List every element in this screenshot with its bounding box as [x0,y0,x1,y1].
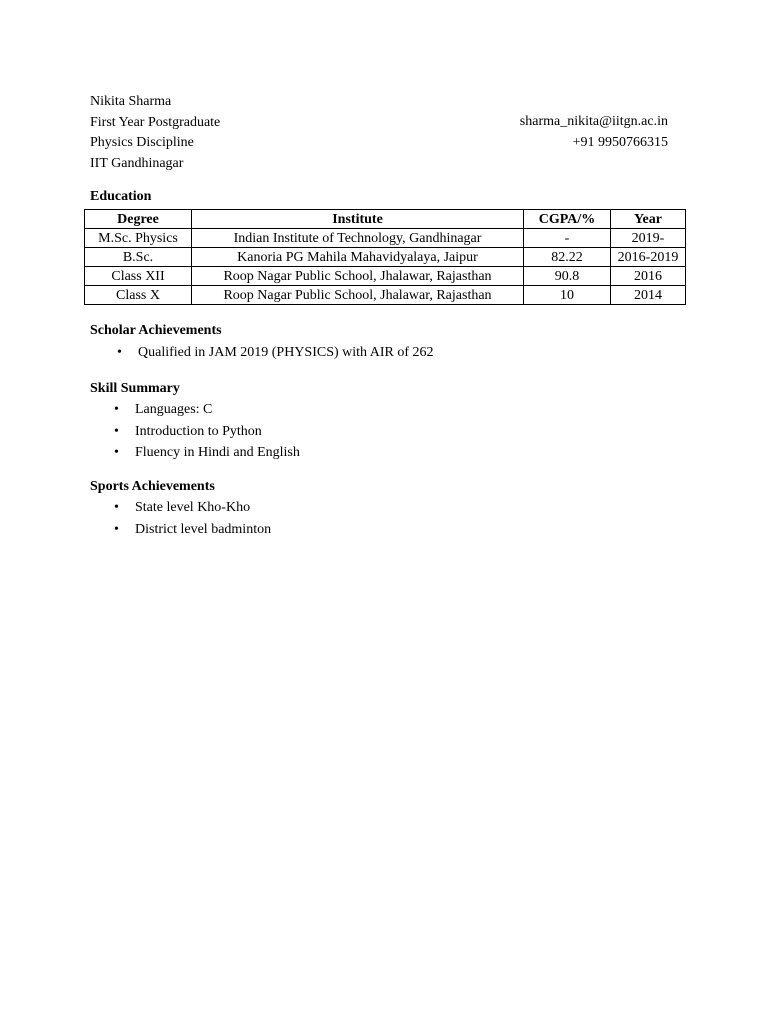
institute-cell: Roop Nagar Public School, Jhalawar, Rajasthan [192,267,524,286]
year-cell: 2016 [611,267,686,286]
list-item [90,422,300,444]
list-item-text: Fluency in Hindi and English [135,445,300,460]
table-row [85,267,686,286]
bullet-icon: • [114,500,119,515]
bullet-icon: • [114,423,119,439]
bullet-icon: • [114,402,119,417]
contact-block-right [520,112,668,153]
table-row [85,248,686,267]
list-item-text: State level Kho-Kho [135,500,251,515]
degree-cell: M.Sc. Physics [85,229,192,248]
cgpa-cell: 90.8 [524,267,611,286]
table-row [85,286,686,305]
degree-cell: Class X [85,286,192,305]
bullet-icon: • [117,345,122,360]
year-cell: 2019- [611,229,686,248]
education-table [84,209,686,305]
list-item-text: Languages: C [135,402,213,417]
candidate-discipline: Physics Discipline [90,135,194,150]
column-header-institute: Institute [192,210,524,229]
column-header-degree: Degree [85,210,192,229]
candidate-name: Nikita Sharma [90,94,172,109]
degree-cell: Class XII [85,267,192,286]
bullet-icon: • [114,445,119,460]
institute-cell: Roop Nagar Public School, Jhalawar, Rajasthan [192,286,524,305]
cgpa-cell: 10 [524,286,611,305]
list-item-text: Introduction to Python [135,423,262,439]
institute-cell: Kanoria PG Mahila Mahavidyalaya, Jaipur [192,248,524,267]
list-item [90,343,434,365]
year-cell: 2014 [611,286,686,305]
degree-cell: B.Sc. [85,248,192,267]
list-item [90,498,271,520]
skill-summary-heading: Skill Summary [90,381,180,396]
table-row [85,229,686,248]
scholar-achievements-list [90,343,434,365]
bullet-icon: • [114,521,119,537]
list-item-text: Qualified in JAM 2019 (PHYSICS) with AIR of 262 [138,345,434,360]
email-text: sharma_nikita@iitgn.ac.in [519,114,668,129]
sports-achievements-list [90,498,271,541]
list-item-text: District level badminton [135,521,272,537]
column-header-cgpa: CGPA/% [524,210,611,229]
year-cell: 2016-2019 [611,248,686,267]
phone-text: +91 9950766315 [572,134,668,150]
contact-block-left [90,92,220,174]
cgpa-cell: 82.22 [524,248,611,267]
cgpa-cell: - [524,229,611,248]
candidate-position: First Year Postgraduate [90,114,221,130]
institute-cell: Indian Institute of Technology, Gandhinagar [192,229,524,248]
list-item [90,400,300,422]
sports-achievements-heading: Sports Achievements [90,479,215,494]
candidate-institute: IIT Gandhinagar [90,155,184,171]
list-item [90,443,300,465]
table-header-row [85,210,686,229]
education-heading: Education [90,189,152,204]
skill-summary-list [90,400,300,465]
list-item [90,520,271,542]
column-header-year: Year [611,210,686,229]
scholar-achievements-heading: Scholar Achievements [90,323,222,338]
